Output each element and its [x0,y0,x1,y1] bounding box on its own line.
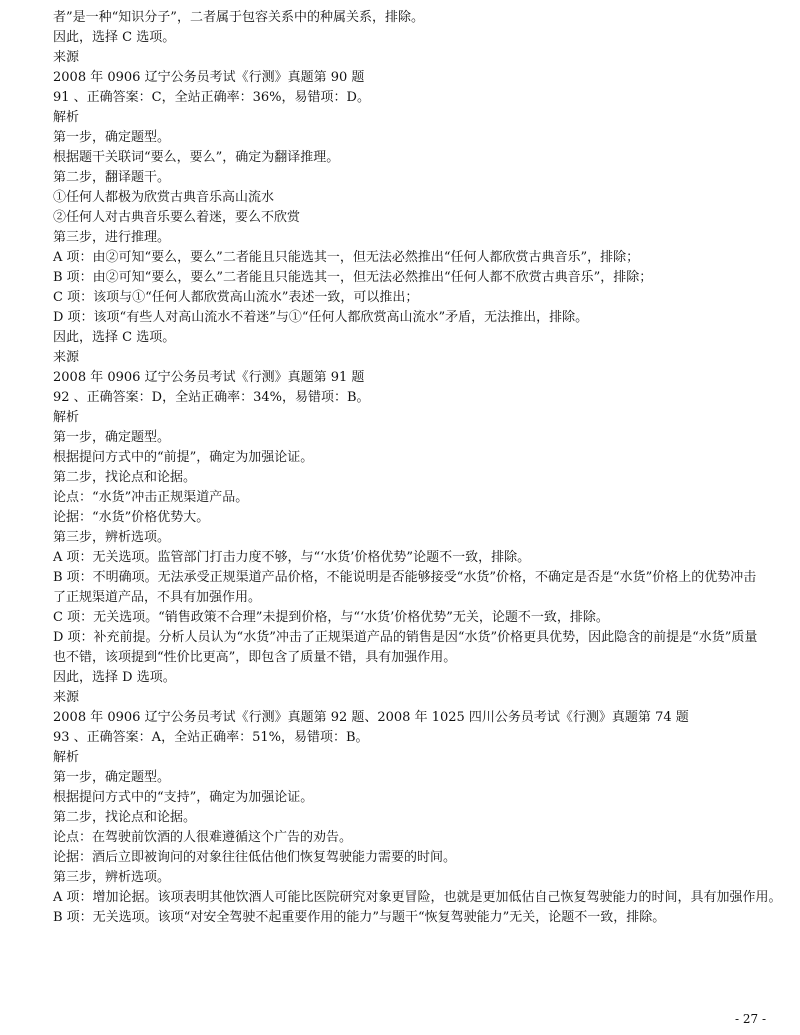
text-line: B 项：不明确项。无法承受正规渠道产品价格，不能说明是否能够接受“水货”价格，不确定是否是“水货”价格上的优势冲击了正规渠道产品，不具有加强作用。 [53,570,757,605]
text-line: A 项：由②可知“要么，要么”二者能且只能选其一，但无法必然推出“任何人都欣赏古典音乐”，排除； [53,250,640,265]
text-line: 根据题干关联词“要么，要么”，确定为翻译推理。 [53,150,340,165]
text-line: 93 、正确答案：A，全站正确率：51%，易错项：B。 [53,730,369,745]
text-line: A 项：增加论据。该项表明其他饮酒人可能比医院研究对象更冒险，也就是更加低估自己恢复驾驶能力的时间，具有加强作用。 [53,890,782,905]
text-line: 因此，选择 C 选项。 [53,30,176,45]
text-line: 来源 [53,50,80,65]
text-line: ①任何人都极为欣赏古典音乐高山流水 [53,190,275,205]
text-line: 第二步，翻译题干。 [53,170,171,185]
text-line: 第二步，找论点和论据。 [53,810,197,825]
text-line: D 项：补充前提。分析人员认为“水货”冲击了正规渠道产品的销售是因“水货”价格更具优势，因此隐含的前提是“水货”质量也不错，该项提到“性价比更高”，即包含了质量不错，具有加强作用。 [53,630,758,665]
text-line: 论点：在驾驶前饮酒的人很难遵循这个广告的劝告。 [53,830,353,845]
text-line: 解析 [53,750,80,765]
text-line: D 项：该项“有些人对高山流水不着迷”与①“任何人都欣赏高山流水”矛盾，无法推出，排除。 [53,310,589,325]
text-line: 第三步，辨析选项。 [53,870,171,885]
text-line: B 项：由②可知“要么，要么”二者能且只能选其一，但无法必然推出“任何人都不欣赏古典音乐”，排除； [53,270,653,285]
text-line: 第一步，确定题型。 [53,130,171,145]
text-line: 论据：“水货”价格优势大。 [53,510,210,525]
text-line: 来源 [53,690,80,705]
text-line: 2008 年 0906 辽宁公务员考试《行测》真题第 91 题 [53,370,365,385]
text-line: ②任何人对古典音乐要么着迷，要么不欣赏 [53,210,301,225]
text-line: 2008 年 0906 辽宁公务员考试《行测》真题第 92 题、2008 年 1025 四川公务员考试《行测》真题第 74 题 [53,710,689,725]
text-line: C 项：无关选项。“销售政策不合理”未提到价格，与“‘水货’价格优势”无关，论题不一致，排除。 [53,610,609,625]
text-line: 第三步，进行推理。 [53,230,171,245]
text-line: C 项：该项与①“任何人都欣赏高山流水”表述一致，可以推出； [53,290,419,305]
text-line: 第一步，确定题型。 [53,770,171,785]
text-line: 2008 年 0906 辽宁公务员考试《行测》真题第 90 题 [53,70,365,85]
text-line: 第二步，找论点和论据。 [53,470,197,485]
text-line: 根据提问方式中的“前提”，确定为加强论证。 [53,450,314,465]
text-line: 解析 [53,110,80,125]
document-body [53,8,782,928]
page-number: - 27 - [734,1012,766,1026]
text-line: 因此，选择 C 选项。 [53,330,176,345]
text-line: 92 、正确答案：D，全站正确率：34%，易错项：B。 [53,390,370,405]
text-line: 论点：“水货”冲击正规渠道产品。 [53,490,249,505]
text-line: 因此，选择 D 选项。 [53,670,176,685]
text-line: 论据：酒后立即被询问的对象往往低估他们恢复驾驶能力需要的时间。 [53,850,457,865]
text-line: 第一步，确定题型。 [53,430,171,445]
text-line: 来源 [53,350,80,365]
text-line: 91 、正确答案：C，全站正确率：36%，易错项：D。 [53,90,370,105]
text-line: B 项：无关选项。该项“对安全驾驶不起重要作用的能力”与题干“恢复驾驶能力”无关，论题不一致，排除。 [53,910,666,925]
text-line: 第三步，辨析选项。 [53,530,171,545]
text-line: 者”是一种“知识分子”，二者属于包容关系中的种属关系，排除。 [53,10,424,25]
text-line: A 项：无关选项。监管部门打击力度不够，与“‘水货’价格优势”论题不一致，排除。 [53,550,531,565]
text-line: 解析 [53,410,80,425]
text-line: 根据提问方式中的“支持”，确定为加强论证。 [53,790,314,805]
